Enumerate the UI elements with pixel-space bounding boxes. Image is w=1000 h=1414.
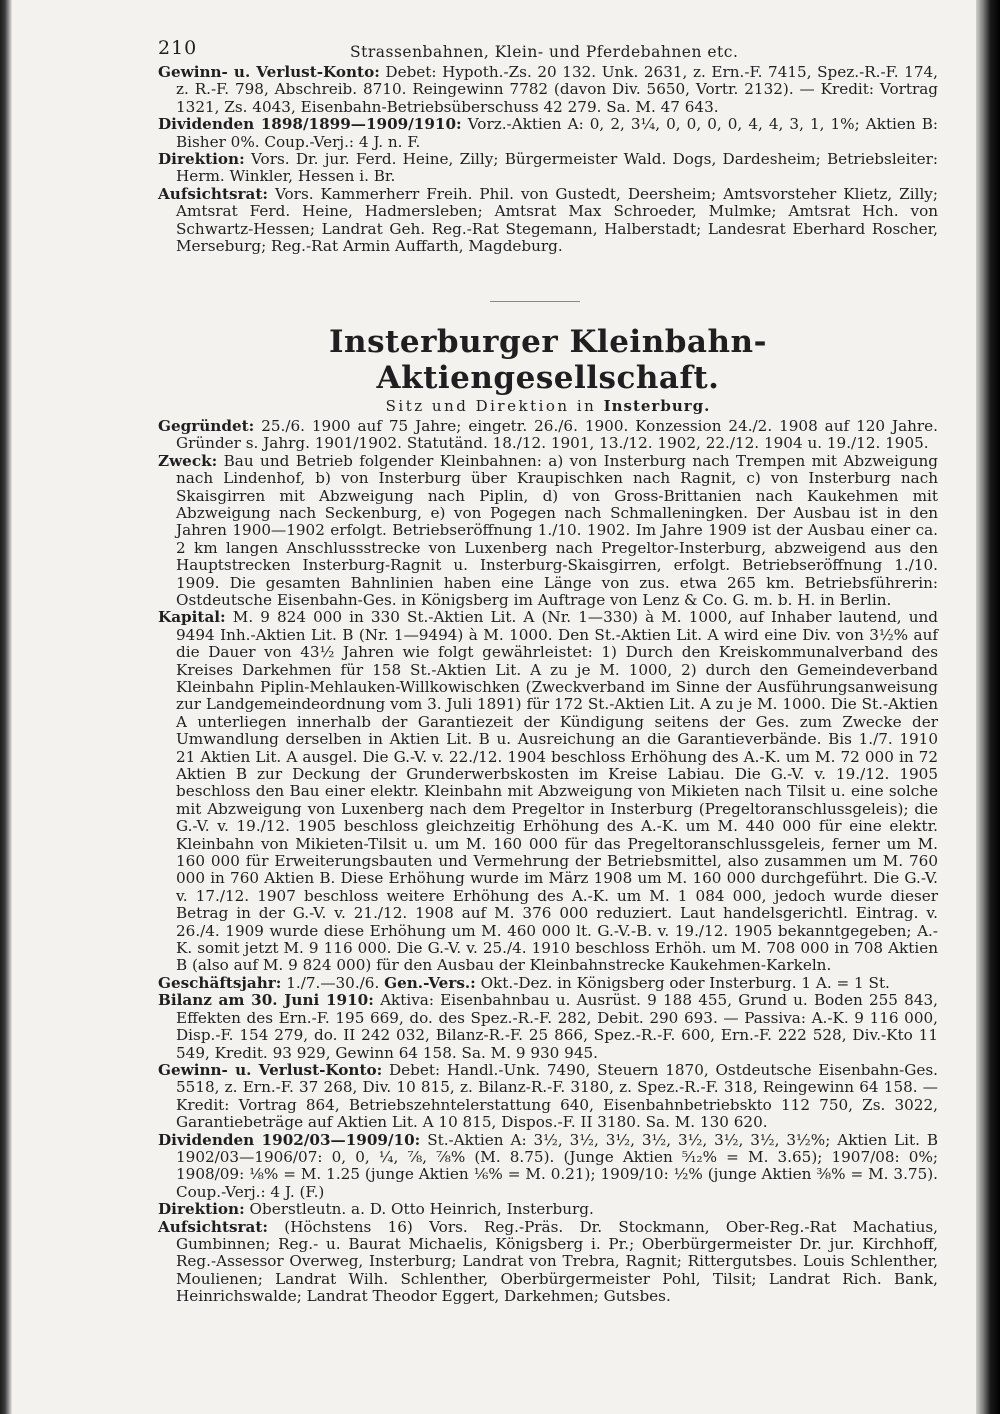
- section-gewinn-verlust: Gewinn- u. Verlust-Konto: Debet: Handl.-Unk. 7490, Steuern 1870, Ostdeutsche Eisenbahn-Ges. 5518, z. Ern.-F. 37 268, Div. 10 815, z. Bilanz-R.-F. 3180, z. Spez.-R.-F. 318, Reingewinn 64 158. — Kredit: Vortrag 864, Betriebszehntelerstattung 640, Eisenbahnbetriebskto 112 750, Zs. 3022, Garantiebeträge auf Aktien Lit. A 10 815, Dispos.-F. II 3180. Sa. M. 130 620.: [158, 1060, 938, 1132]
- section-kapital: Kapital: M. 9 824 000 in 330 St.-Aktien Lit. A (Nr. 1—330) à M. 1000, auf Inhaber lautend, und 9494 Inh.-Aktien Lit. B (Nr. 1—9494) à M. 1000. Den St.-Aktien Lit. A wird eine Div. von 3½% auf die Dauer von 43½ Jahren wie folgt gewährleistet: 1) Durch den Kreiskommunalverband des Kreises Darkehmen für 158 St.-Aktien Lit. A zu je M. 1000, 2) durch den Gemeindeverband Kleinbahn Piplin-Mehlauken-Willkowischken (Zweckverband im Sinne der Ausführungsanweisung zur Landgemeindeordnung vom 3. Juli 1891) für 172 St.-Aktien Lit. A zu je M. 1000. Die St.-Aktien A unterliegen innerhalb der Garantiezeit der Kündigung seitens der Ges. zum Zwecke der Umwandlung derselben in Aktien Lit. B u. Ausreichung an die Garantieverbände. Bis 1./7. 1910 21 Aktien Lit. A ausgel. Die G.-V. v. 22./12. 1904 beschloss Erhöhung des A.-K. um M. 72 000 in 72 Aktien B zur Deckung der Grunderwerbskosten im Kreise Labiau. Die G.-V. v. 19./12. 1905 beschloss den Bau einer elektr. Kleinbahn mit Abzweigung von Mikieten nach Tilsit u. eine solche mit Abzweigung von Luxenberg nach dem Pregeltor in Insterburg (Pregeltoranschlussgeleis); die G.-V. v. 19./12. 1905 beschloss gleichzeitig Erhöhung des A.-K. um M. 440 000 für eine elektr. Kleinbahn von Mikieten-Tilsit u. um M. 160 000 für das Pregeltoranschlussgeleis, ferner um M. 160 000 für Erweiterungsbauten und Vermehrung der Betriebsmittel, also zusammen um M. 760 000 in 760 Aktien B. Diese Erhöhung wurde im März 1908 um M. 160 000 durchgeführt. Die G.-V. v. 17./12. 1907 beschloss weitere Erhöhung des A.-K. um M. 1 084 000, jedoch wurde dieser Betrag in der G.-V. v. 21./12. 1908 auf M. 376 000 reduziert. Laut handelsgerichtl. Eintrag. v. 26./4. 1909 wurde diese Erhöhung um M. 460 000 lt. G.-V.-B. v. 19./12. 1905 bekanntgegeben; A.-K. somit jetzt M. 9 116 000. Die G.-V. v. 25./4. 1910 beschloss Erhöh. um M. 708 000 in 708 Aktien B (also auf M. 9 824 000) für den Ausbau der Kleinbahnstrecke Kaukehmen-Karkeln.: [158, 608, 939, 975]
- page-header: [158, 30, 938, 64]
- page-right-shadow: [976, 0, 1000, 1414]
- running-title: Strassenbahnen, Klein- und Pferdebahnen etc.: [350, 43, 739, 61]
- separator-rule: [490, 301, 580, 302]
- section-zweck: Zweck: Bau und Betrieb folgender Kleinbahnen: a) von Insterburg nach Trempen mit Abzweigung nach Lindenhof, b) von Insterburg über Kraupischken nach Ragnit, c) von Insterburg nach Skaisgirren mit Abzweigung nach Piplin, d) von Gross-Brittanien nach Kaukehmen mit Abzweigung nach Seckenburg, e) von Pogegen nach Schmalleningken. Der Ausbau ist in den Jahren 1900—1902 erfolgt. Betriebseröffnung 1./10. 1902. Im Jahre 1909 ist der Ausbau einer ca. 2 km langen Anschlussstrecke von Luxenberg nach Pregeltor-Insterburg, abzweigend aus den Hauptstrecken Insterburg-Ragnit u. Insterburg-Skaisgirren, erfolgt. Betriebseröffnung 1./10. 1909. Die gesamten Bahnlinien haben eine Länge von zus. etwa 265 km. Betriebsführerin: Ostdeutsche Eisenbahn-Ges. in Königsberg im Auftrage von Lenz & Co. G. m. b. H. in Berlin.: [158, 451, 939, 609]
- section-gegruendet: Gegründet: 25./6. 1900 auf 75 Jahre; eingetr. 26./6. 1900. Konzession 24./2. 1908 auf 120 Jahre. Gründer s. Jahrg. 1901/1902. Statutänd. 18./12. 1901, 13./12. 1902, 22./12. 1904 u. 19./12. 1905.: [158, 416, 938, 453]
- page-content: [158, 30, 938, 1306]
- prev-aufsichtsrat: Aufsichtsrat: Vors. Kammerherr Freih. Phil. von Gustedt, Deersheim; Amtsvorsteher Klietz, Zilly; Amtsrat Ferd. Heine, Hadmersleben; Amtsrat Max Schroeder, Mulmke; Amtsrat Hch. von Schwartz-Hessen; Landrat Geh. Reg.-Rat Stegemann, Halberstadt; Landesrat Eberhard Roscher, Merseburg; Reg.-Rat Armin Auffarth, Magdeburg.: [158, 184, 939, 256]
- company-title: Insterburger Kleinbahn-Aktiengesellschaft.: [329, 324, 767, 397]
- page-left-shadow: [0, 0, 12, 1414]
- prev-direktion: Direktion: Vors. Dr. jur. Ferd. Heine, Zilly; Bürgermeister Wald. Dogs, Dardesheim; Betriebsleiter: Herm. Winkler, Hessen i. Br.: [158, 150, 938, 186]
- section-dividenden: Dividenden 1902/03—1909/10: St.-Aktien A: 3½, 3½, 3½, 3½, 3½, 3½, 3½, 3½%; Aktien Lit. B 1902/03—1906/07: 0, 0, ¼, ⅞, ⅞% (M. 8.75). (Junge Aktien ⁵⁄₁₂% = M. 3.65); 1907/08: 0%; 1908/09: ⅛% = M. 1.25 (junge Aktien ⅙% = M. 0.21); 1909/10: ½% (junge Aktien ⅜% = M. 3.75). Coup.-Verj.: 4 J. (F.): [158, 1130, 938, 1201]
- section-direktion: Direktion: Oberstleutn. a. D. Otto Heinrich, Insterburg.: [158, 1200, 594, 1219]
- company-entry: [158, 418, 938, 1306]
- prev-profit-loss: Gewinn- u. Verlust-Konto: Debet: Hypoth.-Zs. 20 132. Unk. 2631, z. Ern.-F. 7415, Spez.-R.-F. 174, z. R.-F. 798, Abschreib. 8710. Reingewinn 7782 (davon Div. 5650, Vortr. 2132). — Kredit: Vortrag 1321, Zs. 4043, Eisenbahn-Betriebsüberschuss 42 279. Sa. M. 47 643.: [158, 63, 938, 116]
- page-number: 210: [158, 37, 198, 59]
- prev-dividends: Dividenden 1898/1899—1909/1910: Vorz.-Aktien A: 0, 2, 3¼, 0, 0, 0, 0, 4, 4, 3, 1, 1%; Aktien B: Bisher 0%. Coup.-Verj.: 4 J. n. F.: [158, 115, 939, 151]
- section-geschaeftsjahr: Geschäftsjahr: 1./7.—30./6. Gen.-Vers.: Okt.-Dez. in Königsberg oder Insterburg. 1 A. = 1 St.: [158, 973, 890, 992]
- company-subtitle: Sitz und Direktion in Insterburg.: [385, 397, 711, 416]
- previous-company-entry: [158, 64, 938, 255]
- section-aufsichtsrat: Aufsichtsrat: (Höchstens 16) Vors. Reg.-Präs. Dr. Stockmann, Ober-Reg.-Rat Machatius, Gumbinnen; Reg.- u. Baurat Michaelis, Königsberg i. Pr.; Oberbürgermeister Dr. jur. Kirchhoff, Reg.-Assessor Overweg, Insterburg; Landrat von Trebra, Ragnit; Rittergutsbes. Louis Schlenther, Moulienen; Landrat Wilh. Schlenther, Oberbürgermeister Pohl, Tilsit; Landrat Rich. Bank, Heinrichswalde; Landrat Theodor Eggert, Darkehmen; Gutsbes.: [158, 1217, 938, 1306]
- section-bilanz: Bilanz am 30. Juni 1910: Aktiva: Eisenbahnbau u. Ausrüst. 9 188 455, Grund u. Boden 255 843, Effekten des Ern.-F. 195 669, do. des Spez.-R.-F. 282, Debit. 290 693. — Passiva: A.-K. 9 116 000, Disp.-F. 154 279, do. II 242 032, Bilanz-R.-F. 25 866, Spez.-R.-F. 600, Ern.-F. 222 528, Div.-Kto 11 549, Kredit. 93 929, Gewinn 64 158. Sa. M. 9 930 945.: [158, 991, 938, 1062]
